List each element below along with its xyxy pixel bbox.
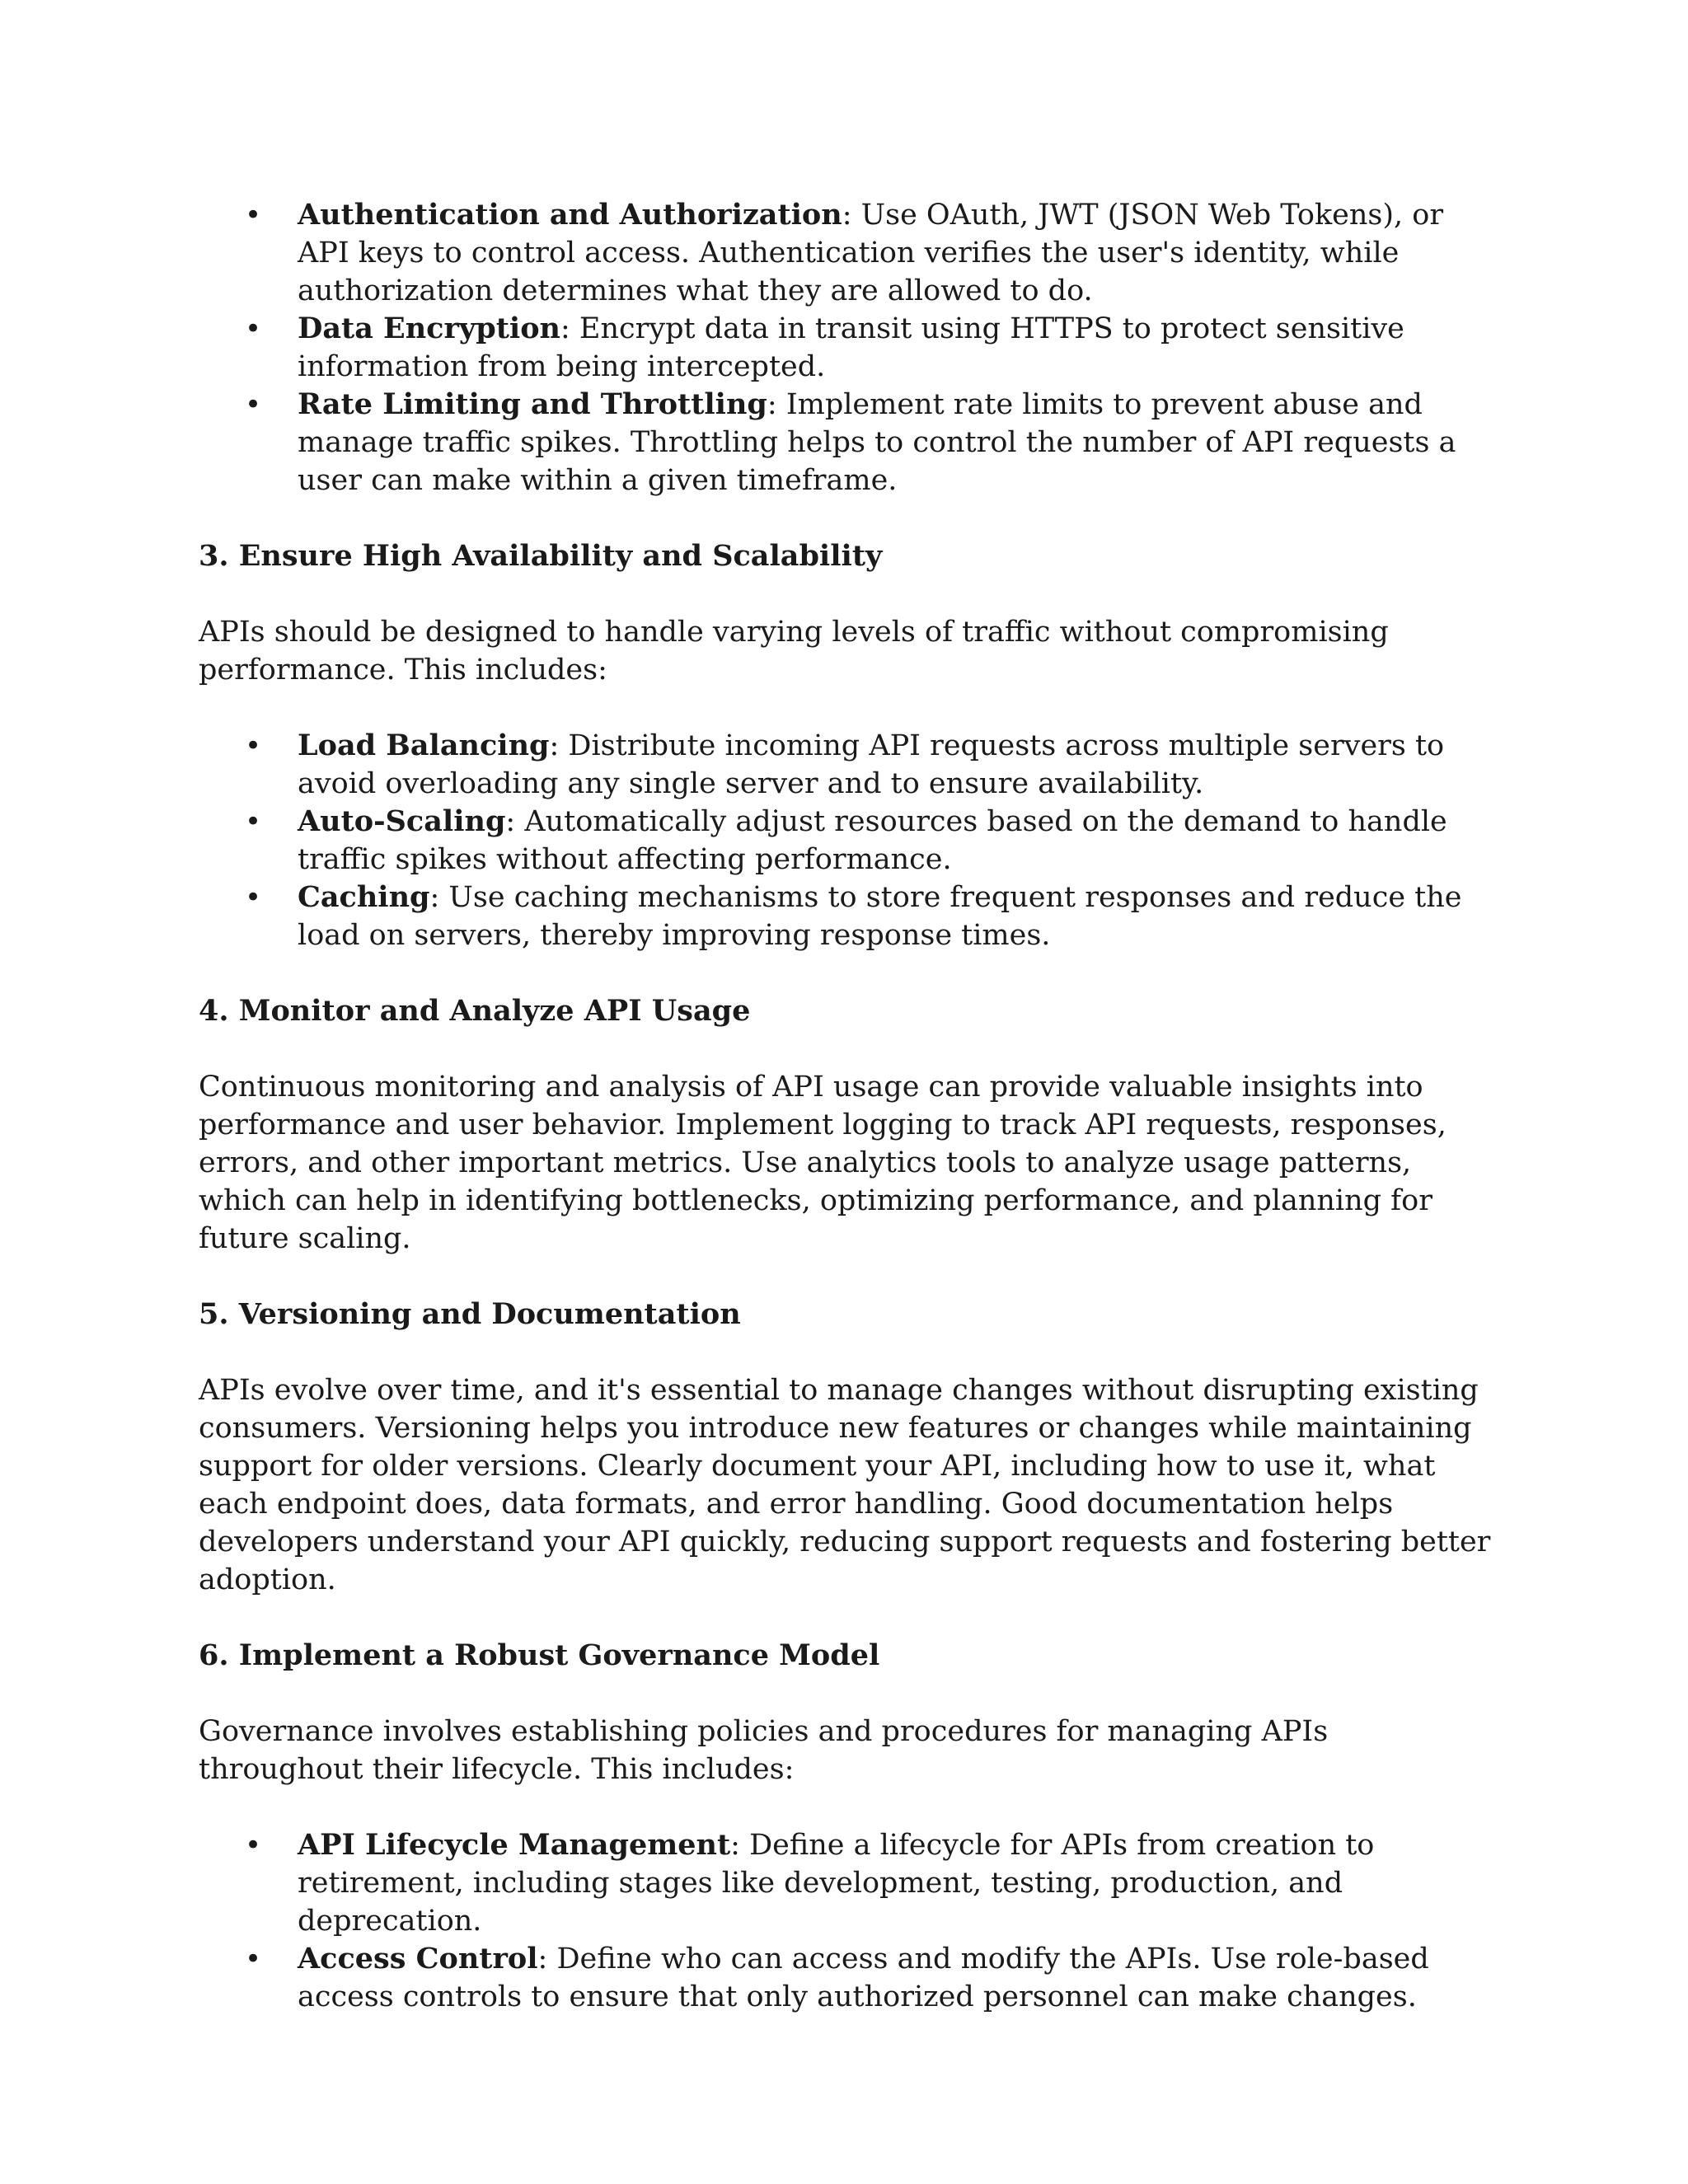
item-text: : Implement rate limits to prevent abuse and manage traffic spikes. Throttling helps to control the number of API requests a user can make within a given timeframe. — [298, 388, 1456, 497]
item-term: Rate Limiting and Throttling — [298, 387, 767, 421]
bullet-icon: • — [245, 881, 262, 914]
item-term: Auto-Scaling — [298, 804, 506, 838]
item-text: : Use caching mechanisms to store frequent responses and reduce the load on servers, thereby improving response times. — [298, 881, 1462, 952]
item-term: Data Encryption — [298, 312, 560, 345]
list-item — [199, 1826, 1493, 1940]
bullet-icon: • — [245, 729, 262, 762]
section-heading-3: 3. Ensure High Availability and Scalability — [199, 539, 883, 573]
section-body-4: Continuous monitoring and analysis of API usage can provide valuable insights into performance and user behavior. Implement logging to track API requests, responses, errors, and other important metrics. Use analytics tools to analyze usage patterns, which can help in identifying bottlenecks, optimizing performance, and planning for future scaling. — [199, 1071, 1447, 1255]
list-item — [199, 196, 1493, 310]
item-term: Load Balancing — [298, 729, 550, 762]
security-practices-list — [199, 196, 1493, 499]
item-term: Authentication and Authorization — [298, 198, 842, 232]
item-term: Caching — [298, 880, 430, 914]
list-item — [199, 727, 1493, 803]
item-text: : Encrypt data in transit using HTTPS to protect sensitive information from being intercepted. — [298, 312, 1404, 383]
item-text: : Use OAuth, JWT (JSON Web Tokens), or API keys to control access. Authentication verifies the user's identity, while authorization determines what they are allowed to do. — [298, 199, 1444, 307]
governance-list — [199, 1826, 1493, 2016]
bullet-icon: • — [245, 312, 262, 345]
bullet-icon: • — [245, 388, 262, 421]
item-term: Access Control — [298, 1942, 538, 1975]
page-content — [199, 196, 1493, 2016]
item-text: : Define who can access and modify the APIs. Use role-based access controls to ensure that only authorized personnel can make changes. — [298, 1943, 1429, 2013]
section-intro-3: APIs should be designed to handle varying levels of traffic without compromising performance. This includes: — [199, 616, 1389, 687]
item-term: API Lifecycle Management — [298, 1828, 731, 1862]
bullet-icon: • — [245, 1829, 262, 1862]
item-text: : Distribute incoming API requests across multiple servers to avoid overloading any single server and to ensure availability. — [298, 729, 1445, 800]
section-intro-6: Governance involves establishing policies and procedures for managing APIs throughout their lifecycle. This includes: — [199, 1715, 1329, 1786]
scalability-list — [199, 727, 1493, 954]
section-heading-4: 4. Monitor and Analyze API Usage — [199, 994, 751, 1028]
item-text: : Define a lifecycle for APIs from creation to retirement, including stages like development, testing, production, and deprecation. — [298, 1829, 1375, 1938]
bullet-icon: • — [245, 199, 262, 232]
list-item — [199, 386, 1493, 499]
item-text: : Automatically adjust resources based on the demand to handle traffic spikes without affecting performance. — [298, 805, 1447, 876]
list-item — [199, 310, 1493, 386]
section-body-5: APIs evolve over time, and it's essential to manage changes without disrupting existing consumers. Versioning helps you introduce new features or changes while maintaining support for older versions. Clearly document your API, including how to use it, what each endpoint does, data formats, and error handling. Good documentation helps developers understand your API quickly, reducing support requests and fostering better adoption. — [199, 1374, 1491, 1596]
list-item — [199, 879, 1493, 954]
section-heading-6: 6. Implement a Robust Governance Model — [199, 1638, 880, 1672]
bullet-icon: • — [245, 1943, 262, 1975]
list-item — [199, 1940, 1493, 2016]
bullet-icon: • — [245, 805, 262, 838]
list-item — [199, 803, 1493, 879]
section-heading-5: 5. Versioning and Documentation — [199, 1297, 741, 1331]
